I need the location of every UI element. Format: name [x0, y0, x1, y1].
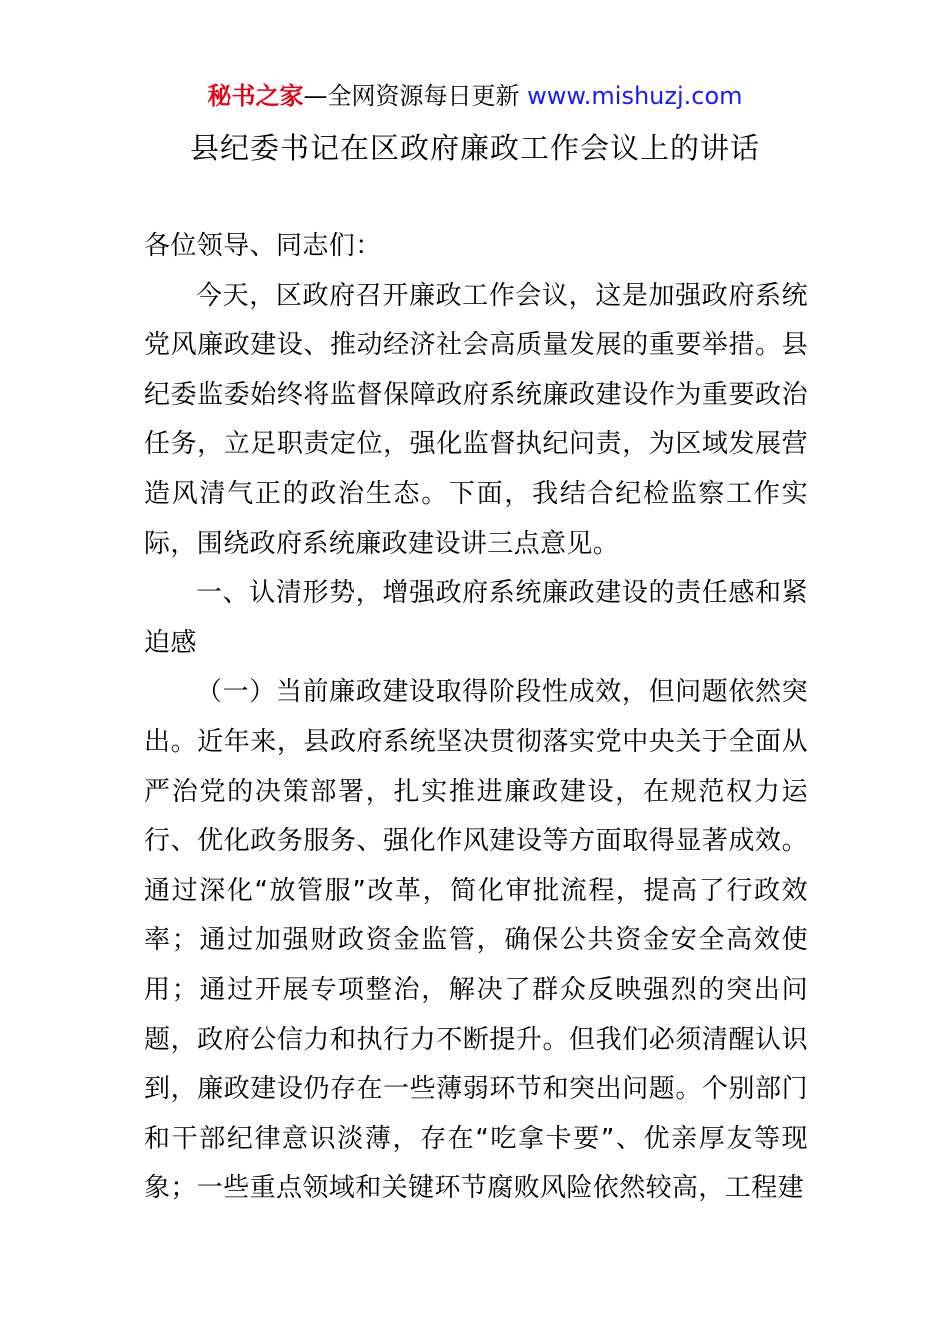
section-heading-1: 一、认清形势，增强政府系统廉政建设的责任感和紧迫感 [144, 578, 808, 658]
salutation: 各位领导、同志们： [144, 231, 382, 261]
site-header [0, 78, 950, 114]
paragraph-intro: 今天，区政府召开廉政工作会议，这是加强政府系统党风廉政建设、推动经济社会高质量发展的重要举措。县纪委监委始终将监督保障政府系统廉政建设作为重要政治任务，立足职责定位，强化监督执纪问责，为区域发展营造风清气正的政治生态。下面，我结合纪检监察工作实际，围绕政府系统廉政建设讲三点意见。 [144, 280, 808, 559]
site-url-link[interactable]: www.mishuzj.com [527, 82, 743, 110]
site-tagline: —全网资源每日更新 [303, 82, 528, 110]
paragraph-subsection-1: （一）当前廉政建设取得阶段性成效，但问题依然突出。近年来，县政府系统坚决贯彻落实党中央关于全面从严治党的决策部署，扎实推进廉政建设，在规范权力运行、优化政务服务、强化作风建设等方面取得显著成效。通过深化“放管服”改革，简化审批流程，提高了行政效率；通过加强财政资金监管，确保公共资金安全高效使用；通过开展专项整治，解决了群众反映强烈的突出问题，政府公信力和执行力不断提升。但我们必须清醒认识到，廉政建设仍存在一些薄弱环节和突出问题。个别部门和干部纪律意识淡薄，存在“吃拿卡要”、优亲厚友等现象；一些重点领域和关键环节腐败风险依然较高，工程建 [144, 677, 808, 1204]
document-title: 县纪委书记在区政府廉政工作会议上的讲话 [189, 131, 760, 165]
site-brand: 秘书之家 [207, 82, 304, 110]
document-body [144, 222, 808, 1214]
